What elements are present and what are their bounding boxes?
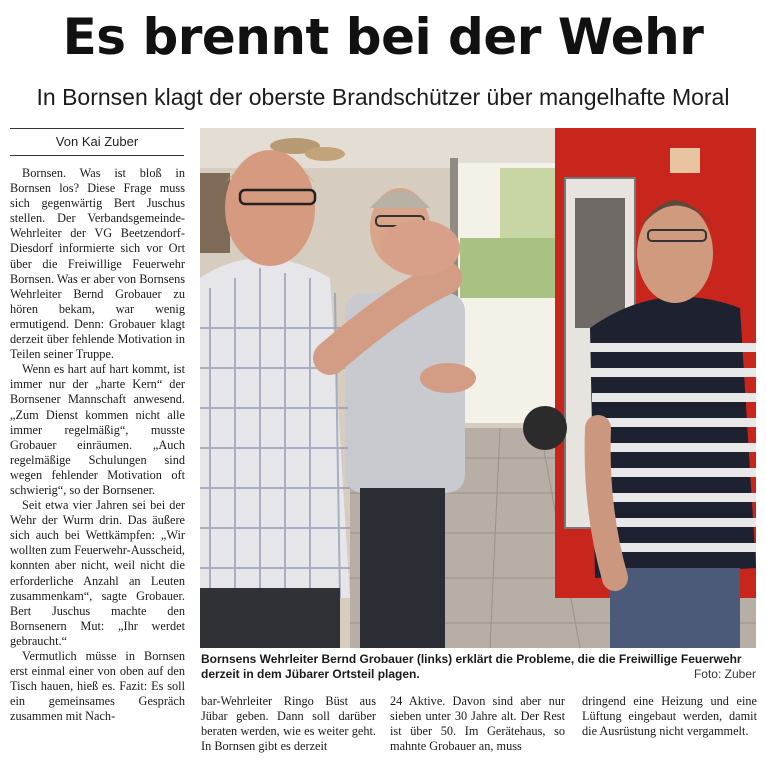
photo-credit: Foto: Zuber bbox=[693, 667, 756, 681]
news-photo bbox=[200, 128, 756, 648]
paragraph: Seit etwa vier Jahren sei bei der Wehr der Wurm drin. Das äußere sich auch bei Wettkämpfen: „Wir wollten zum Feuerwehr-Ausscheid, konnten aber nicht, weil nicht die erforderliche Anzahl an Leuten zusammenkam“, sagte Grobauer. Bert Juschus machte den Bornsenern Mut: „Ihr werdet gebraucht.“ bbox=[10, 498, 185, 648]
paragraph: 24 Aktive. Davon sind aber nur sieben unter 30 Jahre alt. Der Rest ist über 50. Im Gerätehaus, so mahnte Grobauer an, muss bbox=[390, 694, 565, 754]
article-column-2 bbox=[201, 694, 376, 754]
article-column-1 bbox=[10, 166, 185, 724]
paragraph: Bornsen. Was ist bloß in Bornsen los? Diese Frage muss sich gegenwärtig Bert Juschus stellen. Der Verbandsgemeinde-Wehrleiter der VG Beetzendorf-Diesdorf informierte sich vor Ort über die Freiwillige Feuerwehr Bornsen. Was er aber von Bornsens Wehrleiter Bernd Grobauer zu hören bekam, war wenig ermutigend. Denn: Grobauer klagt derzeit über fehlende Motivation in Teilen seiner Truppe. bbox=[10, 166, 186, 362]
paragraph: dringend eine Heizung und eine Lüftung eingebaut werden, damit die Ausrüstung nicht vergammelt. bbox=[582, 694, 757, 739]
headline: Es brennt bei der Wehr bbox=[62, 8, 704, 66]
photo-caption: Bornsens Wehrleiter Bernd Grobauer (links) erklärt die Probleme, die die Freiwillige Feuerwehr derzeit in dem Jübarer Ortsteil plagen. bbox=[201, 652, 742, 681]
paragraph: Wenn es hart auf hart kommt, ist immer nur der „harte Kern“ der Bornsener Mannschaft anwesend. „Zum Dienst kommen nicht alle immer regelmäßig“, musste Grobauer einräumen. „Auch regelmäßige Schulungen sind wegen fehlender Motivation oft schwierig“, so der Bornsener. bbox=[10, 362, 185, 497]
subheadline: In Bornsen klagt der oberste Brandschützer über mangelhafte Moral bbox=[36, 84, 730, 110]
byline: Von Kai Zuber bbox=[10, 128, 184, 156]
article-column-4 bbox=[582, 694, 757, 739]
article-column-3 bbox=[390, 694, 565, 754]
paragraph: bar-Wehrleiter Ringo Büst aus Jübar geben. Dann soll darüber beraten werden, wie es weiter geht. In Bornsen gibt es derzeit bbox=[201, 694, 376, 754]
paragraph: Vermutlich müsse in Bornsen erst einmal einer von oben auf den Tisch hauen, hieß es. Fazit: Es soll ein gemeinsames Gespräch zusammen mit Nach- bbox=[10, 649, 185, 724]
